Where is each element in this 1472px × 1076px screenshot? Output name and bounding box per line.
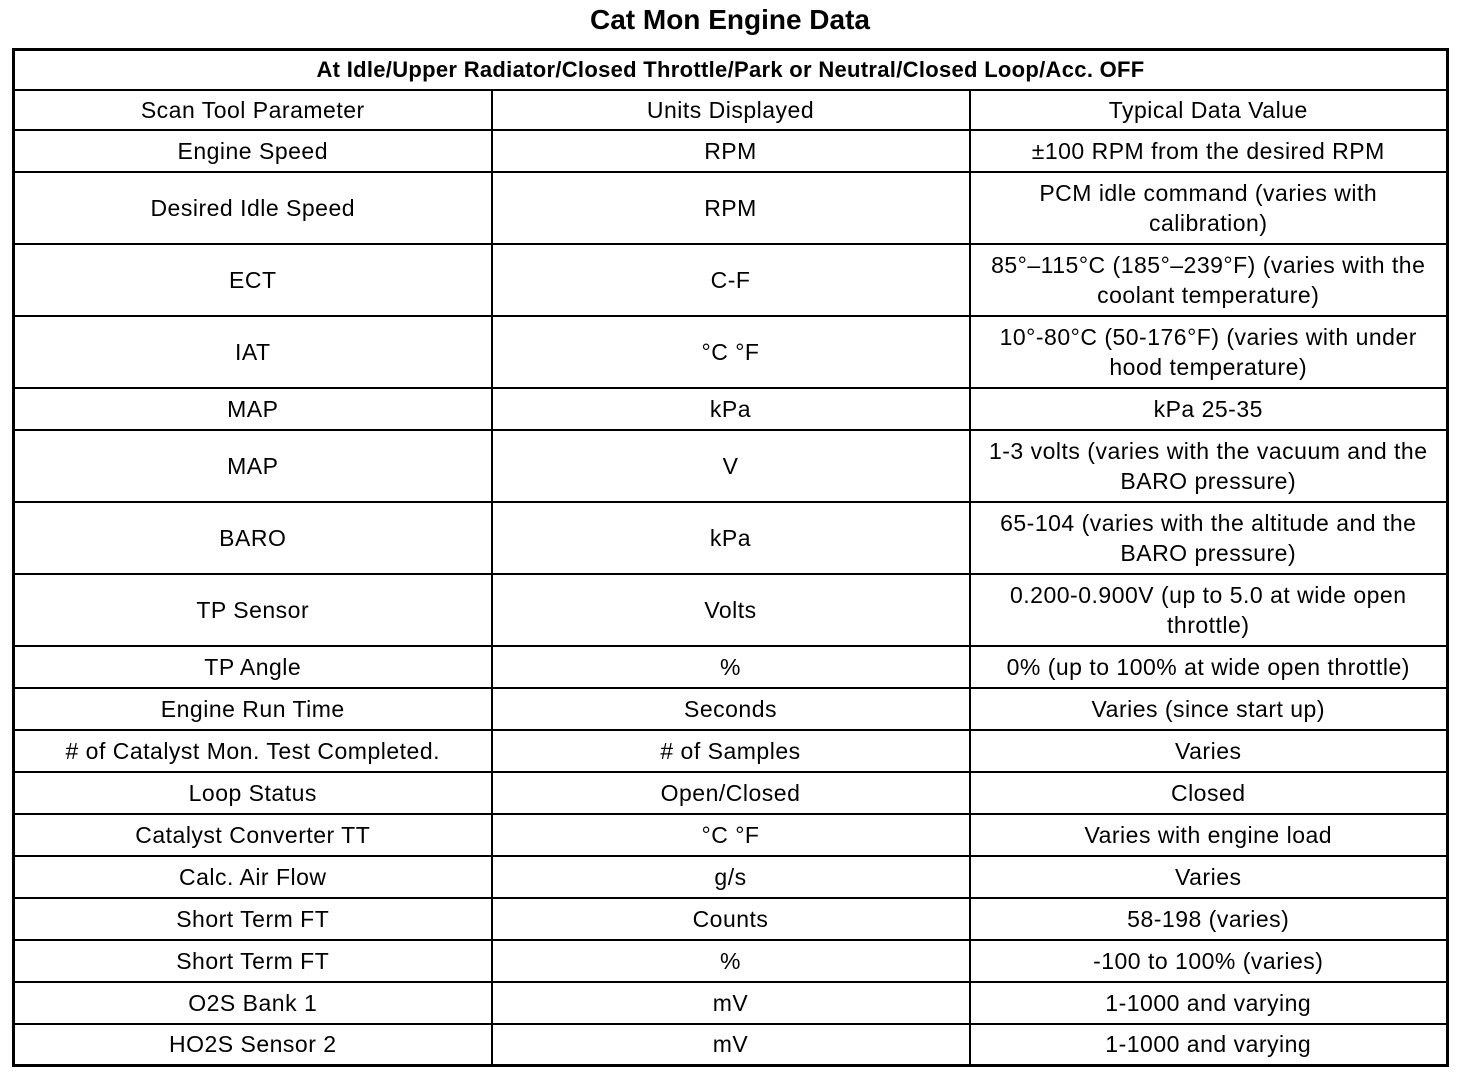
units-cell: % <box>492 646 970 688</box>
table-row <box>14 730 1448 772</box>
typical-value-cell: Closed <box>970 772 1448 814</box>
table-row <box>14 688 1448 730</box>
table-row <box>14 316 1448 388</box>
table-row <box>14 940 1448 982</box>
units-cell: °C °F <box>492 316 970 388</box>
units-cell: # of Samples <box>492 730 970 772</box>
units-cell: °C °F <box>492 814 970 856</box>
units-cell: mV <box>492 982 970 1024</box>
typical-value-cell: 10°-80°C (50-176°F) (varies with under hood temperature) <box>970 316 1448 388</box>
parameter-cell: Desired Idle Speed <box>14 172 492 244</box>
units-cell: g/s <box>492 856 970 898</box>
typical-value-cell: ±100 RPM from the desired RPM <box>970 130 1448 172</box>
units-cell: kPa <box>492 502 970 574</box>
units-cell: Open/Closed <box>492 772 970 814</box>
parameter-cell: MAP <box>14 388 492 430</box>
parameter-cell: MAP <box>14 430 492 502</box>
table-row <box>14 388 1448 430</box>
parameter-cell: ECT <box>14 244 492 316</box>
parameter-cell: Catalyst Converter TT <box>14 814 492 856</box>
units-cell: kPa <box>492 388 970 430</box>
typical-value-cell: 58-198 (varies) <box>970 898 1448 940</box>
page-title: Cat Mon Engine Data <box>589 4 870 35</box>
test-condition-header: At Idle/Upper Radiator/Closed Throttle/Park or Neutral/Closed Loop/Acc. OFF <box>14 50 1448 90</box>
column-header-parameter: Scan Tool Parameter <box>14 90 492 130</box>
typical-value-cell: Varies <box>970 730 1448 772</box>
table-row <box>14 982 1448 1024</box>
typical-value-cell: 1-1000 and varying <box>970 1024 1448 1066</box>
table-row <box>14 430 1448 502</box>
typical-value-cell: 0.200-0.900V (up to 5.0 at wide open throttle) <box>970 574 1448 646</box>
typical-value-cell: PCM idle command (varies with calibration) <box>970 172 1448 244</box>
typical-value-cell: Varies <box>970 856 1448 898</box>
typical-value-cell: 85°–115°C (185°–239°F) (varies with the coolant temperature) <box>970 244 1448 316</box>
units-cell: % <box>492 940 970 982</box>
parameter-cell: Short Term FT <box>14 898 492 940</box>
units-cell: RPM <box>492 130 970 172</box>
parameter-cell: Loop Status <box>14 772 492 814</box>
typical-value-cell: 1-1000 and varying <box>970 982 1448 1024</box>
typical-value-cell: Varies with engine load <box>970 814 1448 856</box>
table-row <box>14 856 1448 898</box>
units-cell: Volts <box>492 574 970 646</box>
parameter-cell: Short Term FT <box>14 940 492 982</box>
column-header-row <box>14 90 1448 130</box>
parameter-cell: TP Sensor <box>14 574 492 646</box>
parameter-cell: TP Angle <box>14 646 492 688</box>
table-row <box>14 130 1448 172</box>
table-row <box>14 502 1448 574</box>
table-row <box>14 172 1448 244</box>
table-body <box>14 130 1448 1066</box>
typical-value-cell: 0% (up to 100% at wide open throttle) <box>970 646 1448 688</box>
table-row <box>14 898 1448 940</box>
units-cell: mV <box>492 1024 970 1066</box>
units-cell: Counts <box>492 898 970 940</box>
column-header-typical-value: Typical Data Value <box>970 90 1448 130</box>
parameter-cell: Engine Run Time <box>14 688 492 730</box>
typical-value-cell: -100 to 100% (varies) <box>970 940 1448 982</box>
parameter-cell: O2S Bank 1 <box>14 982 492 1024</box>
table-row <box>14 574 1448 646</box>
typical-value-cell: kPa 25-35 <box>970 388 1448 430</box>
typical-value-cell: 1-3 volts (varies with the vacuum and the BARO pressure) <box>970 430 1448 502</box>
parameter-cell: IAT <box>14 316 492 388</box>
units-cell: RPM <box>492 172 970 244</box>
parameter-cell: # of Catalyst Mon. Test Completed. <box>14 730 492 772</box>
units-cell: Seconds <box>492 688 970 730</box>
condition-row <box>14 50 1448 90</box>
column-header-units: Units Displayed <box>492 90 970 130</box>
parameter-cell: Engine Speed <box>14 130 492 172</box>
table-row <box>14 1024 1448 1066</box>
typical-value-cell: 65-104 (varies with the altitude and the BARO pressure) <box>970 502 1448 574</box>
parameter-cell: Calc. Air Flow <box>14 856 492 898</box>
table-row <box>14 814 1448 856</box>
parameter-cell: BARO <box>14 502 492 574</box>
table-row <box>14 646 1448 688</box>
table-row <box>14 244 1448 316</box>
typical-value-cell: Varies (since start up) <box>970 688 1448 730</box>
units-cell: V <box>492 430 970 502</box>
units-cell: C-F <box>492 244 970 316</box>
table-row <box>14 772 1448 814</box>
engine-data-table <box>12 48 1449 1067</box>
parameter-cell: HO2S Sensor 2 <box>14 1024 492 1066</box>
